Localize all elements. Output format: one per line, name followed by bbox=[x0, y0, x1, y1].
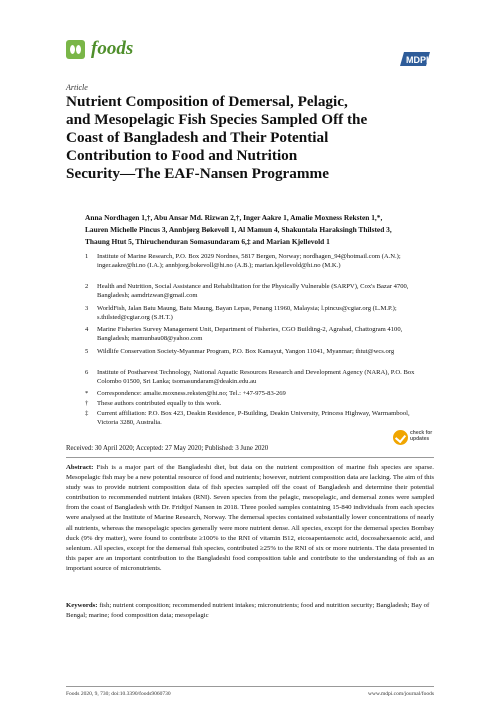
correspondence: * Correspondence: amalie.moxness.reksten@hi.no; Tel.: +47-975-83-269 bbox=[85, 390, 286, 397]
affiliation-1: 1 Institute of Marine Research, P.O. Box 2029 Nordnes, 5817 Bergen, Norway; nordhagen_94@hotmail.com (A.N.); inger.aakre@hi.no (I.A.); annbjorg.bokevoll@hi.no (A.B.); marian.kjellevold@hi.no (M.K.) bbox=[85, 253, 401, 270]
equal-contribution-note: † These authors contributed equally to this work. bbox=[85, 400, 222, 407]
affiliation-6: 6 Institute of Postharvest Technology, National Aquatic Resources Research and Development Agency (NARA), P.O. Box Colombo 01500, Sri Lanka; tsomasundaram@deakin.edu.au bbox=[85, 369, 415, 386]
author-line: Anna Nordhagen 1,†, Abu Ansar Md. Rizwan 2,†, Inger Aakre 1, Amalie Moxness Reksten 1,*, bbox=[85, 213, 383, 222]
abstract-text: Fish is a major part of the Bangladeshi diet, but data on the nutrient composition of marine fish species are sparse. Mesopelagic fish may be a new potential resource of food and nutrients; however, nutrient composition data are lacking. The aim of this study was to provide nutrient composition data of fish species sampled off the coast of Bangladesh and determine their potential contribution to recommended nutrient intakes (RNI). Seven species from the pelagic, mesopelagic, and demersal zones were sampled from the coast of Bangladesh with Dr. Fridtjof Nansen in 2018. Three pooled samples containing 15-840 individuals from each species were analysed at the Institute of Marine Research, Norway. The demersal species contained substantially lower concentrations of nearly all nutrients, whereas the mesopelagic species generally were more nutrient dense. All species, except for the demersal species Bombay duck (9% dry matter), were found to contribute ≥100% to the RNI of vitamin B12, eicosapentaenoic acid, docosahexaenoic acid, and selenium. All species, except for the demersal fish species, contributed ≥25% to the RNI of six or more nutrients. The data presented in this paper are an important contribution to the Bangladeshi food composition table and contribute to the understanding of fish as an important source of micronutrients. bbox=[66, 464, 434, 572]
current-affiliation-note: ‡ Current affiliation: P.O. Box 423, Deakin Residence, P-Building, Deakin University, Princess Highway, Warrnambool, Victoria 3280, Australia. bbox=[85, 410, 410, 427]
title-line: Security—The EAF-Nansen Programme bbox=[66, 165, 329, 182]
checkmark-icon bbox=[393, 430, 408, 445]
article-title bbox=[66, 93, 396, 183]
author-list bbox=[85, 212, 425, 248]
mdpi-logo bbox=[400, 50, 434, 68]
title-line: Nutrient Composition of Demersal, Pelagic, bbox=[66, 93, 348, 110]
article-type: Article bbox=[66, 83, 88, 92]
publication-dates: Received: 30 April 2020; Accepted: 27 May 2020; Published: 3 June 2020 bbox=[66, 445, 269, 452]
affiliation-4: 4 Marine Fisheries Survey Management Unit, Department of Fisheries, CGO Building-2, Agrabad, Chattogram 4100, Bangladesh; mamunbau08@yahoo.com bbox=[85, 326, 403, 343]
journal-name: foods bbox=[91, 38, 134, 59]
divider bbox=[66, 457, 434, 458]
check-for-updates-badge[interactable]: check for updates bbox=[393, 428, 433, 454]
title-line: Contribution to Food and Nutrition bbox=[66, 147, 298, 164]
publisher-name: MDPI bbox=[406, 55, 429, 65]
citation: Foods 2020, 9, 730; doi:10.3390/foods9060730 bbox=[66, 691, 171, 697]
affiliation-5: 5 Wildlife Conservation Society-Myanmar Program, P.O. Box Kamayut, Yangon 11041, Myanmar; thtut@wcs.org bbox=[85, 348, 395, 355]
journal-logo-icon bbox=[66, 40, 85, 59]
title-line: Coast of Bangladesh and Their Potential bbox=[66, 129, 329, 146]
title-line: and Mesopelagic Fish Species Sampled Off the bbox=[66, 111, 368, 128]
affiliation-2: 2 Health and Nutrition, Social Assistance and Rehabilitation for the Physically Vulnerable (SARPV), Cox's Bazar 4700, Bangladesh; aamdrizwan@gmail.com bbox=[85, 283, 409, 300]
keywords bbox=[66, 601, 434, 621]
keywords-label: Keywords: bbox=[66, 602, 98, 609]
author-line: Lauren Michelle Pincus 3, Annbjørg Bøkevoll 1, Al Mamun 4, Shakuntala Haraksingh Thilsted 3, bbox=[85, 225, 392, 234]
journal-url[interactable]: www.mdpi.com/journal/foods bbox=[368, 691, 434, 697]
author-line: Thaung Htut 5, Thiruchenduran Somasundaram 6,‡ and Marian Kjellevold 1 bbox=[85, 237, 330, 246]
keywords-text: fish; nutrient composition; recommended nutrient intakes; micronutrients; food and nutrition security; Bangladesh; Bay of Bengal; marine; food composition data; mesopelagic bbox=[66, 602, 430, 620]
abstract bbox=[66, 463, 434, 574]
abstract-label: Abstract: bbox=[66, 464, 94, 471]
affiliation-3: 3 WorldFish, Jalan Batu Maung, Batu Maung, Bayan Lepas, Penang 11960, Malaysia; l.pincus@cgiar.org (L.M.P.); s.thilsted@cgiar.org (S.H.T.) bbox=[85, 305, 397, 322]
footer-divider bbox=[66, 686, 434, 687]
